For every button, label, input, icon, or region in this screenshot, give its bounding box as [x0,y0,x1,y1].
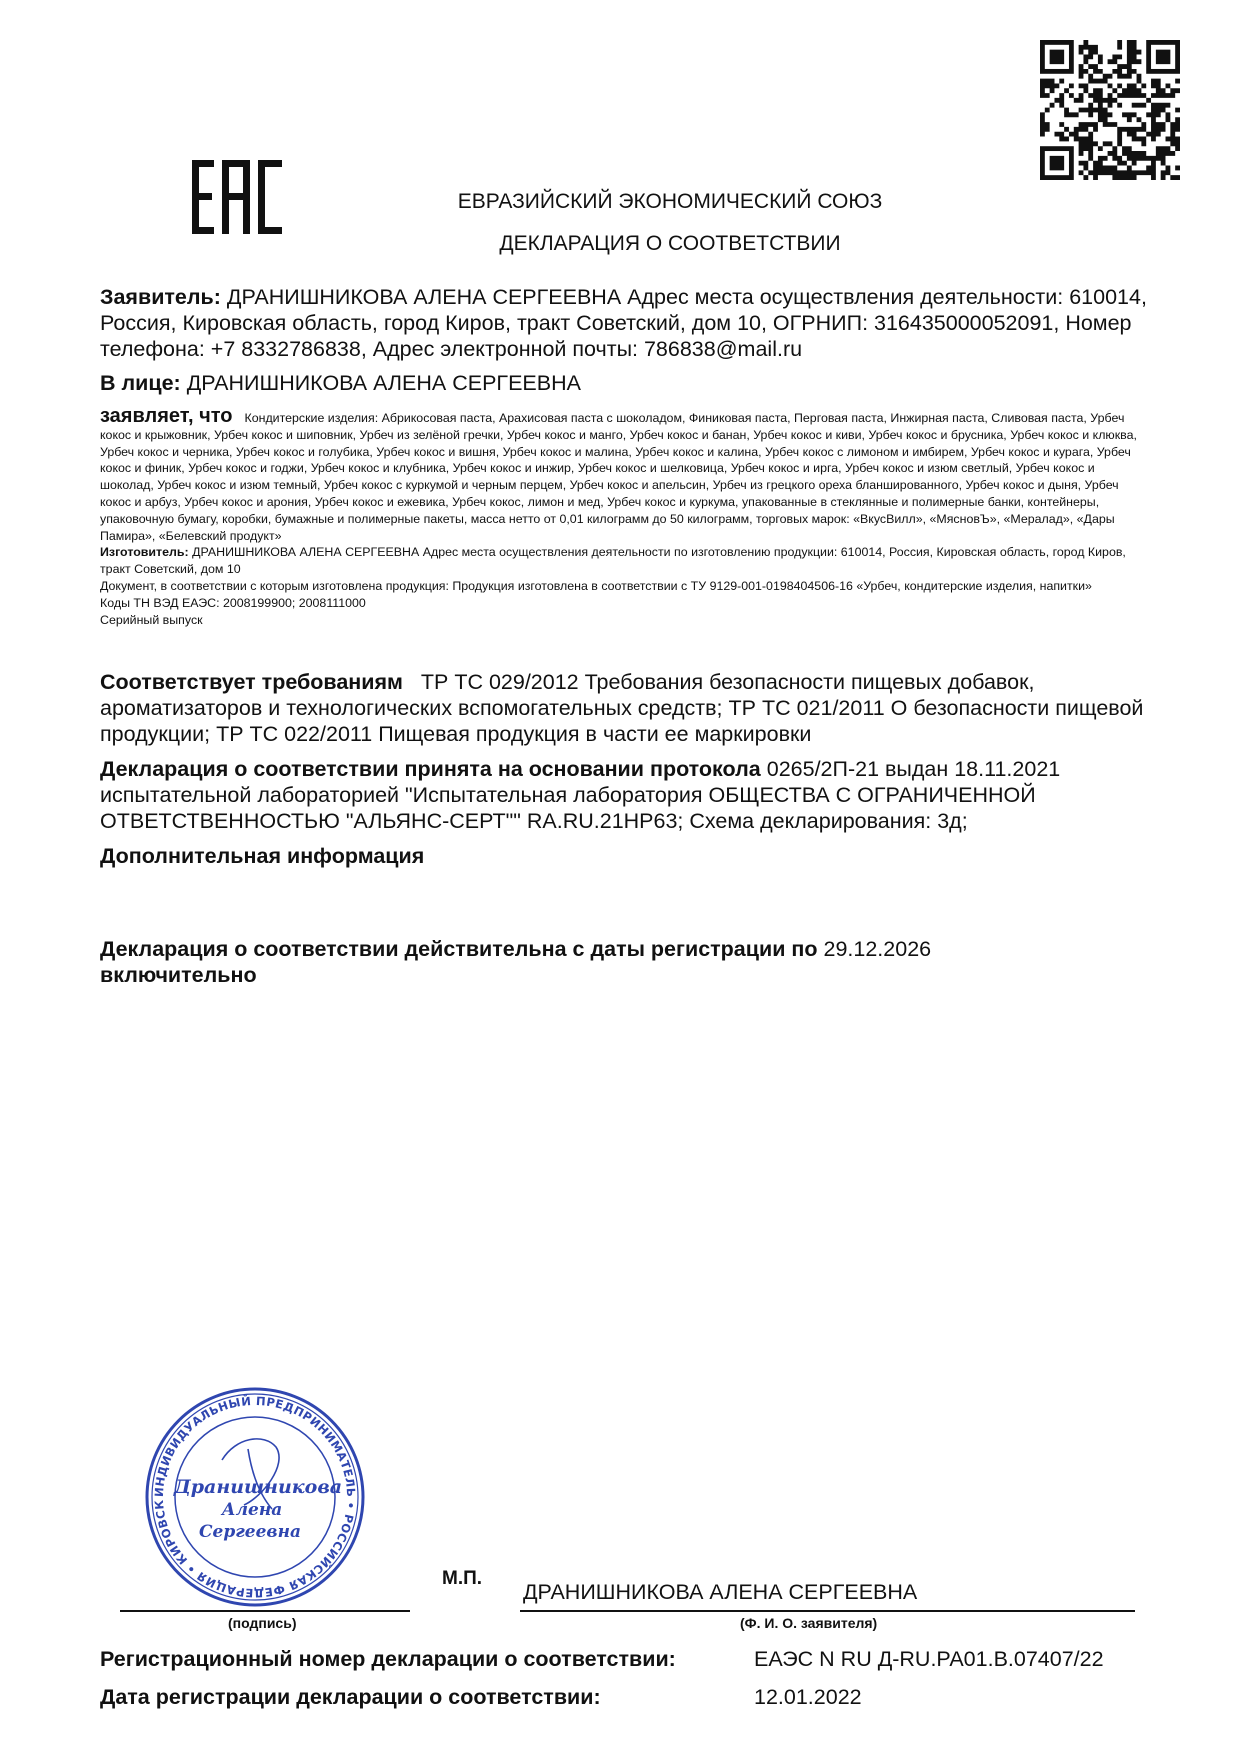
seal-place-label: М.П. [442,1568,483,1589]
seal-name: Дранишникова [173,1476,343,1498]
round-seal-icon [140,1385,370,1610]
customs-codes: Коды ТН ВЭД ЕАЭС: 2008199900; 2008111000 [100,595,366,610]
signature-line [120,1610,410,1612]
complies-label: Соответствует требованиям [100,670,403,694]
manufacturer-text: ДРАНИШНИКОВА АЛЕНА СЕРГЕЕВНА Адрес места осуществления деятельности по изготовлению продукции: 610014, Россия, Кировская область, город Киров, тракт Советский, дом 10 [100,545,1126,577]
applicant-label: Заявитель: [100,285,221,309]
protocol-text: 0265/2П-21 выдан 18.11.2021 испытательной лабораторией "Испытательная лаборатория ОБЩЕСТВА С ОГРАНИЧЕННОЙ ОТВЕТСТВЕННОСТЬЮ "АЛЬЯНС-СЕРТ"" RA.RU.21НР63; Схема декларирования: 3д; [100,757,1061,833]
representative-text: ДРАНИШНИКОВА АЛЕНА СЕРГЕЕВНА [186,371,581,395]
registration-date-label: Дата регистрации декларации о соответствии: [100,1685,601,1709]
basis-document: Документ, в соответствии с которым изготовлена продукция: Продукция изготовлена в соответствии с ТУ 9129-001-0198404506-16 «Урбеч, кондитерские изделия, напитки» [100,578,1092,593]
protocol-label: Декларация о соответствии принята на основании протокола [100,757,761,781]
declares-section [100,405,1150,628]
round-seal [140,1385,370,1610]
applicant-text: ДРАНИШНИКОВА АЛЕНА СЕРГЕЕВНА Адрес места осуществления деятельности: 610014, Россия, Кировская область, город Киров, тракт Советский, дом 10, ОГРНИП: 316435000052091, Номер телефона: +7 8332786838, Адрес электронной почты: 786838@mail.ru [100,285,1147,361]
document-title: ДЕКЛАРАЦИЯ О СООТВЕТСТВИИ [499,232,841,255]
validity-section [100,936,1150,988]
representative-label: В лице: [100,371,181,395]
protocol-section [100,756,1150,834]
manufacturer-row [100,544,1150,578]
qr-code-icon [1040,40,1180,180]
validity-label: Декларация о соответствии действительна с даты регистрации по [100,937,818,961]
seal-middle-name: Сергеевна [199,1522,301,1542]
validity-suffix: включительно [100,963,257,987]
complies-section [100,669,1150,747]
manufacturer-label: Изготовитель: [100,545,189,560]
qr-code [1040,40,1180,180]
complies-text: ТР ТС 029/2012 Требования безопасности пищевых добавок, ароматизаторов и технологических вспомогательных средств; ТР ТС 021/2011 О безопасности пищевой продукции; ТР ТС 022/2011 Пищевая продукция в части ее маркировки [100,670,1144,746]
release-type: Серийный выпуск [100,612,203,627]
declares-label: заявляет, что [100,405,233,427]
registration-number-label: Регистрационный номер декларации о соответствии: [100,1647,676,1671]
registration-number: ЕАЭС N RU Д-RU.РА01.В.07407/22 [754,1647,1104,1671]
representative-section [100,370,1150,396]
fio-caption: (Ф. И. О. заявителя) [740,1615,878,1631]
seal-ring-text: ИНДИВИДУАЛЬНЫЙ ПРЕДПРИНИМАТЕЛЬ • РОССИЙСКАЯ ФЕДЕРАЦИЯ • КИРОВСК [151,1393,359,1601]
products-text: Кондитерские изделия: Абрикосовая паста, Арахисовая паста с шоколадом, Финиковая паста, Перговая паста, Инжирная паста, Сливовая паста, Урбеч кокос и крыжовник, Урбеч кокос и шиповник, Урбеч из зелёной гречки, Урбеч кокос и манго, Урбеч кокос и банан, Урбеч кокос и киви, Урбеч кокос и брусника, Урбеч кокос и клюква, Урбеч кокос и черника, Урбеч кокос и голубика, Урбеч кокос и вишня, Урбеч кокос и малина, Урбеч кокос и калина, Урбеч кокос с лимоном и имбирем, Урбеч кокос и курага, Урбеч кокос и финик, Урбеч кокос и годжи, Урбеч кокос и клубника, Урбеч кокос и инжир, Урбеч кокос и шелковица, Урбеч кокос и ирга, Урбеч кокос и изюм светлый, Урбеч кокос и шоколад, Урбеч кокос и изюм темный, Урбеч кокос с куркумой и черным перцем, Урбеч кокос и апельсин, Урбеч из грецкого ореха бланшированного, Урбеч кокос и дыня, Урбеч кокос и арбуз, Урбеч кокос и арония, Урбеч кокос и ежевика, Урбеч кокос, лимон и мед, Урбеч кокос и куркума, упакованные в стеклянные и полимерные банки, контейнеры, упаковочную бумагу, коробки, бумажные и полимерные пакеты, масса нетто от 0,01 килограмм до 50 килограмм, торговых марок: «ВкусВилл», «МясновЪ», «Мералад», «Дары Памира», «Белевский продукт» [100,411,1137,543]
applicant-section [100,284,1150,362]
seal-first-name: Алена [221,1500,283,1520]
additional-info-label: Дополнительная информация [100,844,425,868]
registration-date: 12.01.2022 [754,1685,862,1709]
signer-name: ДРАНИШНИКОВА АЛЕНА СЕРГЕЕВНА [523,1580,918,1604]
organization-title: ЕВРАЗИЙСКИЙ ЭКОНОМИЧЕСКИЙ СОЮЗ [457,190,883,213]
validity-date: 29.12.2026 [823,937,932,961]
name-line [520,1610,1135,1612]
signature-caption: (подпись) [228,1615,297,1631]
